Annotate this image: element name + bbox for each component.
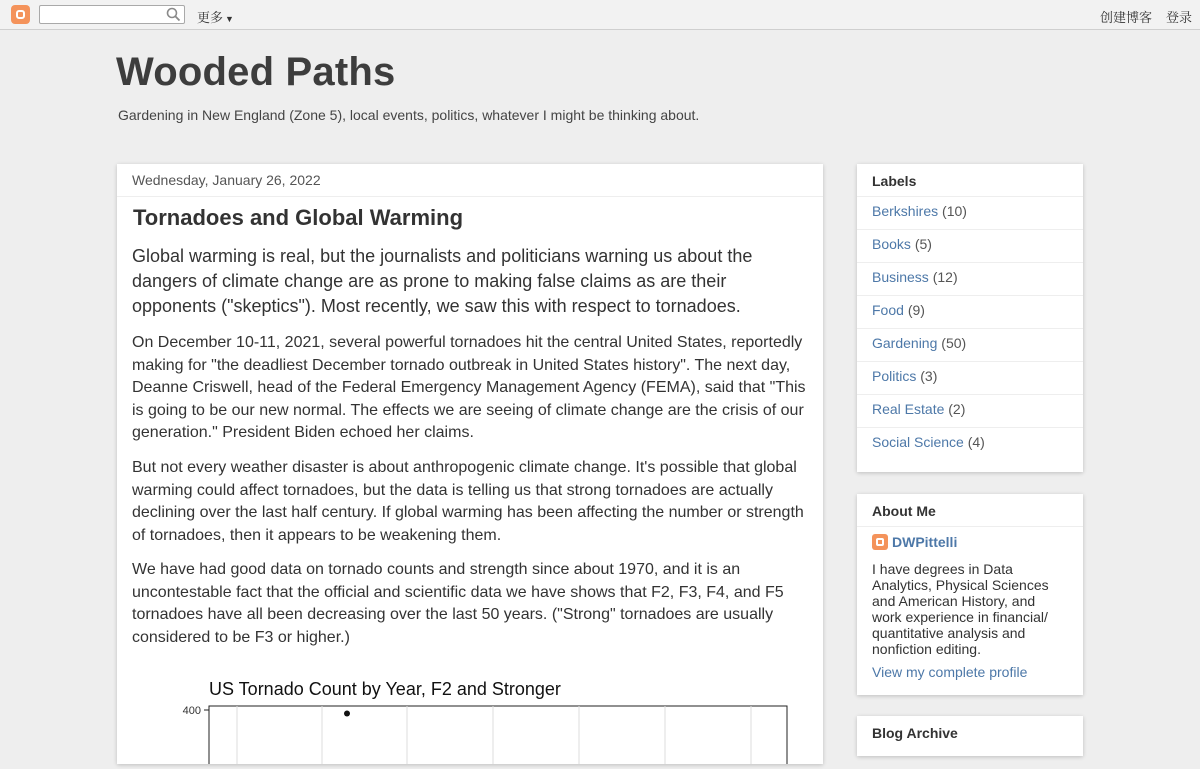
widget-title: Blog Archive (872, 725, 958, 741)
post-paragraph: We have had good data on tornado counts and strength since about 1970, and it is an uncontestable fact that the official and scientific data we have shows that F2, F3, F4, and F5 tornadoes have all been decreasing over the last 50 years. ("Strong" tornadoes are usually considered to be F3 or higher.) (132, 561, 784, 646)
label-item (857, 197, 1083, 230)
label-link[interactable]: Food (872, 302, 904, 318)
widget-title: Labels (872, 173, 917, 189)
about-me-widget (857, 494, 1083, 695)
create-blog-link[interactable]: 创建博客 (1100, 10, 1153, 25)
label-item (857, 362, 1083, 395)
label-count: (12) (932, 269, 958, 285)
label-link[interactable]: Business (872, 269, 929, 285)
y-tick-label: 400 (182, 705, 201, 717)
label-link[interactable]: Berkshires (872, 203, 939, 219)
widget-title: About Me (872, 503, 936, 519)
label-item (857, 230, 1083, 263)
tornado-chart[interactable] (172, 674, 812, 764)
chart-plot-area (209, 706, 787, 764)
search-input[interactable] (39, 5, 185, 24)
label-count: (50) (941, 335, 967, 351)
post-title[interactable]: Tornadoes and Global Warming (133, 205, 464, 230)
search-icon[interactable] (166, 7, 181, 22)
label-list (857, 197, 1083, 460)
blogger-logo-icon[interactable] (11, 5, 30, 24)
data-point (344, 711, 350, 717)
caret-down-icon: ▼ (225, 14, 234, 24)
profile-name-link[interactable]: DWPittelli (892, 534, 958, 550)
label-count: (5) (914, 236, 932, 252)
post-paragraph: On December 10-11, 2021, several powerful tornadoes hit the central United States, reportedly making for "the deadliest December tornado outbreak in United States history". The next day, Deanne Criswell, head of the Federal Emergency Management Agency (FEMA), said that "This is going to be our new normal. The effects we are seeing of climate change are the crisis of our generation." President Biden echoed her claims. (132, 334, 806, 441)
label-count: (3) (920, 368, 938, 384)
blog-title[interactable]: Wooded Paths (116, 50, 396, 94)
chart-svg (172, 674, 812, 764)
label-link[interactable]: Social Science (872, 434, 964, 450)
view-profile-link[interactable]: View my complete profile (872, 664, 1028, 680)
post-paragraph: But not every weather disaster is about anthropogenic climate change. It's possible that global warming could affect tornadoes, but the data is telling us that strong tornadoes are actually declining over the last half century. If global warming has been affecting the number or strength of tornadoes, then it appears to be weakening them. (132, 459, 804, 544)
blogger-profile-icon (872, 534, 888, 550)
label-item (857, 329, 1083, 362)
label-link[interactable]: Gardening (872, 335, 938, 351)
label-item (857, 263, 1083, 296)
post-date: Wednesday, January 26, 2022 (132, 172, 321, 188)
label-link[interactable]: Politics (872, 368, 917, 384)
post-card (117, 164, 823, 764)
labels-widget (857, 164, 1083, 472)
chart-title: US Tornado Count by Year, F2 and Stronger (209, 679, 561, 699)
post-lead: Global warming is real, but the journalists and politicians warning us about the dangers of climate change are as prone to making false claims as are their opponents ("skeptics"). Most recently, we saw this with respect to tornadoes. (132, 246, 753, 316)
label-link[interactable]: Real Estate (872, 401, 945, 417)
label-item (857, 296, 1083, 329)
login-link[interactable]: 登录 (1166, 10, 1193, 25)
profile-row (872, 534, 957, 550)
label-count: (10) (942, 203, 967, 219)
label-item (857, 395, 1083, 428)
more-menu[interactable] (197, 7, 234, 26)
divider (857, 526, 1083, 527)
label-link[interactable]: Books (872, 236, 911, 252)
top-navbar (0, 0, 1200, 30)
label-count: (4) (967, 434, 985, 450)
label-count: (2) (948, 401, 966, 417)
label-item (857, 428, 1083, 460)
label-count: (9) (907, 302, 925, 318)
divider (117, 196, 823, 197)
blog-description: Gardening in New England (Zone 5), local events, politics, whatever I might be thinking about. (118, 107, 700, 123)
more-menu-label: 更多 (197, 10, 224, 25)
profile-bio: I have degrees in Data Analytics, Physical Sciences and American History, and work experience in financial/ quantitative analysis and nonfiction editing. (872, 561, 1049, 657)
blog-archive-widget (857, 716, 1083, 756)
